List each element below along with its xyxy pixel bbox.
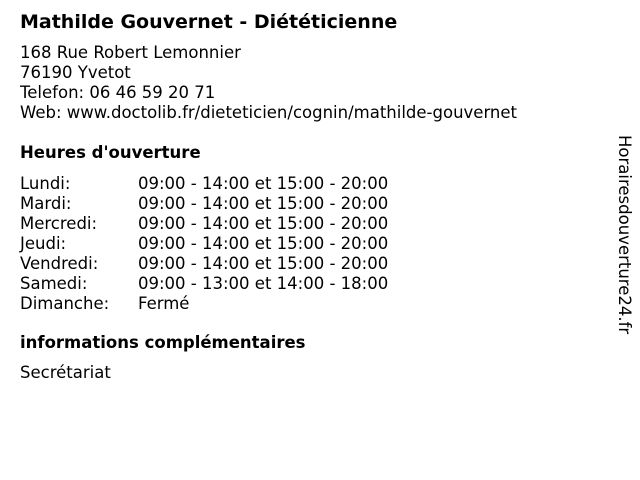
phone-number: Telefon: 06 46 59 20 71 — [20, 83, 216, 102]
day-label: Dimanche: — [20, 294, 110, 313]
website-link[interactable]: Web: www.doctolib.fr/dieteticien/cognin/mathilde-gouvernet — [20, 103, 518, 122]
day-label: Vendredi: — [20, 254, 99, 273]
day-label: Mercredi: — [20, 214, 98, 233]
time-value: 09:00 - 13:00 et 14:00 - 18:00 — [138, 274, 389, 293]
street-address: 168 Rue Robert Lemonnier — [20, 43, 241, 62]
site-watermark: Horairesdouverture24.fr — [615, 135, 634, 335]
hours-row-vendredi — [20, 254, 610, 274]
time-value: 09:00 - 14:00 et 15:00 - 20:00 — [138, 214, 389, 233]
hours-row-mercredi — [20, 214, 610, 234]
day-label: Mardi: — [20, 194, 72, 213]
city-address: 76190 Yvetot — [20, 63, 131, 82]
day-label: Samedi: — [20, 274, 88, 293]
hours-row-jeudi — [20, 234, 610, 254]
time-value: 09:00 - 14:00 et 15:00 - 20:00 — [138, 234, 389, 253]
page-title: Mathilde Gouvernet - Diététicienne — [20, 11, 398, 33]
business-card — [20, 10, 610, 383]
time-value: Fermé — [138, 294, 190, 313]
additional-info-heading: informations complémentaires — [20, 333, 306, 352]
contact-block — [20, 43, 610, 123]
opening-hours-heading: Heures d'ouverture — [20, 143, 201, 162]
opening-hours-table — [20, 174, 610, 314]
day-label: Lundi: — [20, 174, 71, 193]
time-value: 09:00 - 14:00 et 15:00 - 20:00 — [138, 174, 389, 193]
hours-row-dimanche — [20, 294, 610, 314]
hours-row-mardi — [20, 194, 610, 214]
time-value: 09:00 - 14:00 et 15:00 - 20:00 — [138, 194, 389, 213]
time-value: 09:00 - 14:00 et 15:00 - 20:00 — [138, 254, 389, 273]
additional-info-text: Secrétariat — [20, 363, 111, 382]
hours-row-samedi — [20, 274, 610, 294]
day-label: Jeudi: — [20, 234, 67, 253]
hours-row-lundi — [20, 174, 610, 194]
